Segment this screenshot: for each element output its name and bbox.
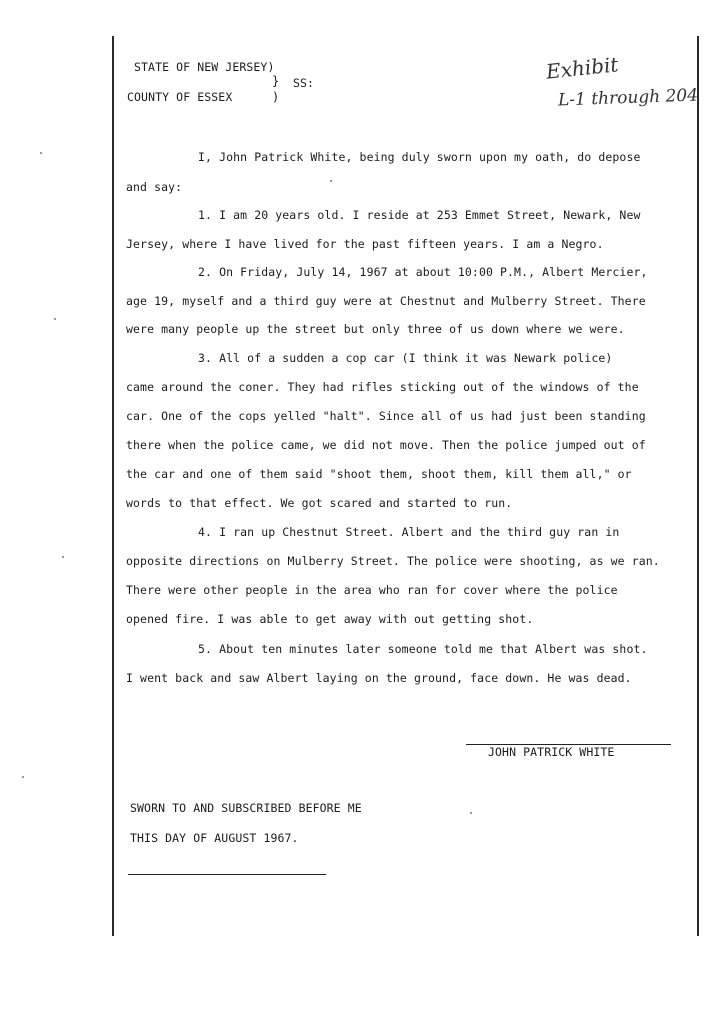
exhibit-annotation-line1: Exhibit (544, 52, 620, 84)
body-line: opened fire. I was able to get away with out getting shot. (126, 612, 534, 626)
scan-speck (470, 812, 472, 814)
body-line: There were other people in the area who ran for cover where the police (126, 583, 618, 597)
right-margin-rule (697, 36, 699, 936)
body-line: there when the police came, we did not move. Then the police jumped out of (126, 438, 646, 452)
body-line: came around the coner. They had rifles sticking out of the windows of the (126, 380, 639, 394)
jurat-line-1: SWORN TO AND SUBSCRIBED BEFORE ME (130, 801, 362, 815)
scan-speck (22, 776, 24, 778)
body-line: 2. On Friday, July 14, 1967 at about 10:00 P.M., Albert Mercier, (198, 265, 648, 279)
body-line: opposite directions on Mulberry Street. The police were shooting, as we ran. (126, 554, 660, 568)
notary-signature-line (128, 874, 326, 875)
body-line: car. One of the cops yelled "halt". Since all of us had just been standing (126, 409, 646, 423)
caption-ss: SS: (293, 76, 315, 90)
body-line: were many people up the street but only three of us down where we were. (126, 322, 625, 336)
intro-line-1: I, John Patrick White, being duly sworn upon my oath, do depose (198, 150, 641, 164)
caption-state: STATE OF NEW JERSEY) (134, 60, 275, 74)
caption-brace-upper: } (272, 74, 280, 88)
exhibit-annotation-line2: L-1 through 204 (557, 85, 699, 111)
caption-brace-lower: ) (272, 90, 280, 104)
body-line: 1. I am 20 years old. I reside at 253 Emmet Street, Newark, New (198, 208, 641, 222)
scan-speck (62, 556, 64, 558)
body-line: age 19, myself and a third guy were at Chestnut and Mulberry Street. There (126, 294, 646, 308)
body-line: the car and one of them said "shoot them, shoot them, kill them all," or (126, 467, 632, 481)
scan-speck (330, 180, 332, 182)
body-line: words to that effect. We got scared and started to run. (126, 496, 513, 510)
jurat-line-2: THIS DAY OF AUGUST 1967. (130, 831, 299, 845)
signature-name: JOHN PATRICK WHITE (488, 745, 615, 759)
intro-line-2: and say: (126, 180, 183, 194)
body-line: I went back and saw Albert laying on the ground, face down. He was dead. (126, 671, 632, 685)
body-line: 5. About ten minutes later someone told me that Albert was shot. (198, 642, 648, 656)
left-margin-rule (112, 36, 114, 936)
body-line: 4. I ran up Chestnut Street. Albert and the third guy ran in (198, 525, 620, 539)
scan-speck (54, 318, 56, 320)
caption-county: COUNTY OF ESSEX (127, 90, 233, 104)
body-line: 3. All of a sudden a cop car (I think it was Newark police) (198, 351, 613, 365)
scan-speck (40, 152, 42, 154)
body-line: Jersey, where I have lived for the past fifteen years. I am a Negro. (126, 237, 604, 251)
